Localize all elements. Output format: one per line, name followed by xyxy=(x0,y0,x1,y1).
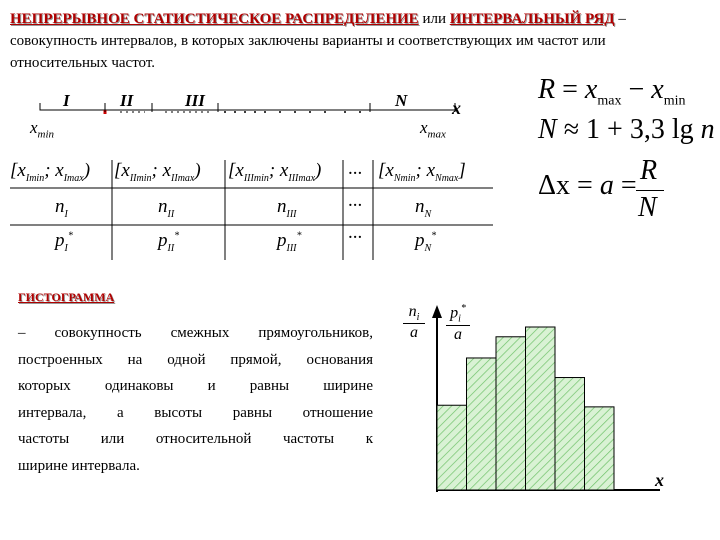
hist-bar-2 xyxy=(467,358,497,490)
hist-x-label: x xyxy=(655,470,664,490)
rel-cell-3: $p_{III}^*$ xyxy=(277,230,302,254)
hist-line-3: которых одинаковы и равны ширине xyxy=(18,378,373,394)
interval-cell-2: [$x_{IImin}$; $x_{IImax}$) xyxy=(114,160,201,184)
count-cell-N: $n_N$ xyxy=(415,196,432,220)
count-cell-2: $n_{II}$ xyxy=(158,196,175,220)
axis-label-N: N xyxy=(395,91,408,110)
axis-label-II: II xyxy=(120,91,134,110)
hist-bar-5 xyxy=(555,378,585,490)
hist-bar-4 xyxy=(526,327,556,490)
bracket-I xyxy=(40,103,105,110)
hist-line-6: ширине интервала. xyxy=(18,457,140,474)
fraction-bar xyxy=(636,190,664,191)
hist-line-5: частоты или относительной частоты к xyxy=(18,431,373,447)
hist-bar-6 xyxy=(585,407,615,490)
xmin-label: $x_{min}$ xyxy=(30,118,55,141)
hist-line-4: интервала, а высоты равны отношение xyxy=(18,404,373,421)
hist-y-arrow xyxy=(432,305,442,318)
dash-text: – xyxy=(614,11,626,27)
hist-line-2: построенных на одной прямой, основания xyxy=(18,351,373,368)
hist-ylabel-pi-a: $p_i^*$ a xyxy=(446,303,470,344)
axis-label-III: III xyxy=(185,91,205,110)
interval-cell-1: [$x_{Imin}$; $x_{Imax}$) xyxy=(10,160,91,184)
hist-bars xyxy=(437,327,614,490)
hist-bar-1 xyxy=(437,405,467,490)
axis-label-I: I xyxy=(63,91,70,110)
width-numerator: R xyxy=(640,155,658,186)
rel-cell-2: $p_{II}^*$ xyxy=(158,230,180,254)
range-formula: $R = x_{max} - x_{min}$ xyxy=(538,74,686,109)
interval-cell-3: [$x_{IIImin}$; $x_{IIImax}$) xyxy=(228,160,322,184)
or-text: или xyxy=(418,11,450,27)
interval-cell-N: [$x_{Nmin}$; $x_{Nmax}$] xyxy=(378,160,466,184)
hist-ylabel-ni-a: $n_i$ a xyxy=(403,303,425,342)
histogram-title: ГИСТОГРАММА xyxy=(18,290,115,304)
ellipsis-2: ... xyxy=(348,190,363,211)
xmax-label: $x_{max}$ xyxy=(420,118,446,141)
sturges-formula: N ≈ 1 + 3,3 lg n xyxy=(538,114,715,145)
count-cell-3: $n_{III}$ xyxy=(277,196,297,220)
term-continuous-distribution: НЕПРЕРЫВНОЕ СТАТИСТИЧЕСКОЕ РАСПРЕДЕЛЕНИЕ xyxy=(10,11,419,27)
rel-cell-1: $p_I^*$ xyxy=(55,230,73,254)
ellipsis-1: ... xyxy=(348,158,363,179)
count-cell-1: $n_I$ xyxy=(55,196,68,220)
width-denominator: N xyxy=(638,192,657,223)
axis-dots xyxy=(224,111,361,113)
ellipsis-3: ... xyxy=(348,222,363,243)
rel-cell-N: $p_N^*$ xyxy=(415,230,437,254)
axis-x-label: x xyxy=(452,98,461,118)
definition-text: совокупность интервалов, в которых заключены варианты и соответствующих им частот или относительных частот. xyxy=(10,33,606,71)
width-formula: Δx = a = xyxy=(538,170,637,201)
hist-bar-3 xyxy=(496,337,526,490)
hist-line-1: – совокупность смежных прямоугольников, xyxy=(18,325,373,341)
term-interval-series: ИНТЕРВАЛЬНЫЙ РЯД xyxy=(449,11,615,27)
histogram-definition xyxy=(18,320,373,479)
